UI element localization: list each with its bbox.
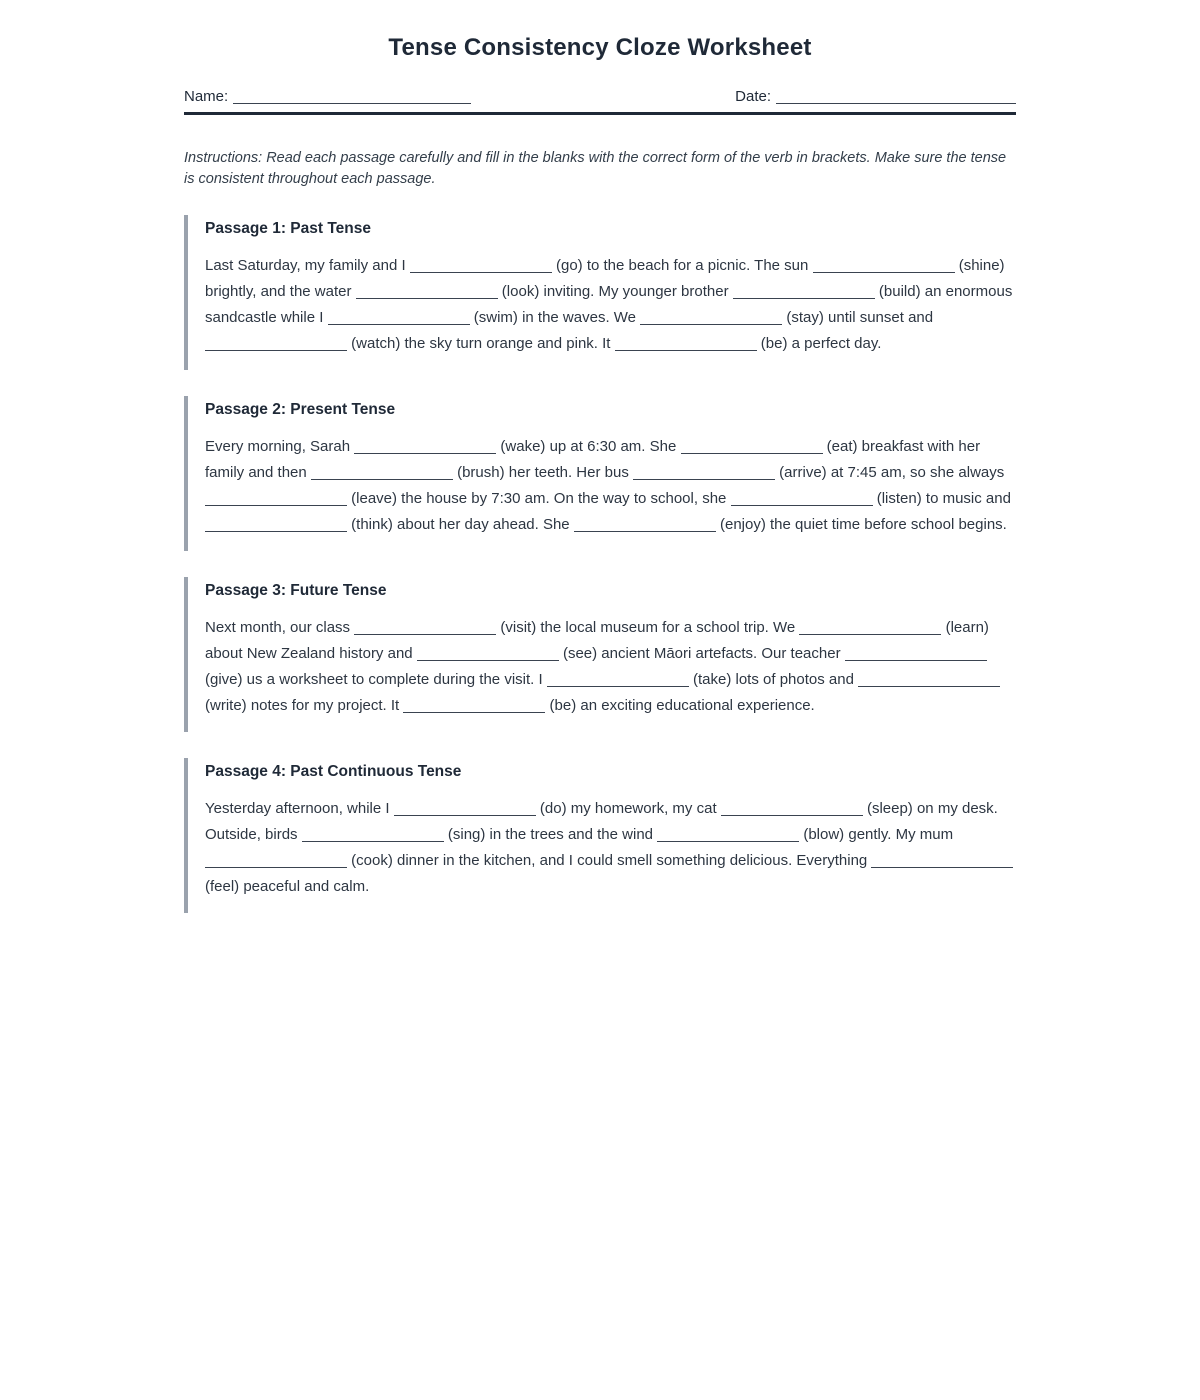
header-divider <box>184 112 1016 115</box>
date-input-line[interactable] <box>776 90 1016 104</box>
passage-text: Yesterday afternoon, while I (do) my homework, my cat (sleep) on my desk. Outside, birds (sing) in the trees and the wind (blow) gently. My mum (cook) dinner in the kitchen, and I could smell something delicious. Everything (feel) peaceful and calm. <box>205 796 1016 900</box>
fill-blank[interactable] <box>205 337 347 351</box>
fill-blank[interactable] <box>731 492 873 506</box>
fill-blank[interactable] <box>403 699 545 713</box>
fill-blank[interactable] <box>574 518 716 532</box>
fill-blank[interactable] <box>354 621 496 635</box>
fill-blank[interactable] <box>302 828 444 842</box>
fill-blank[interactable] <box>799 621 941 635</box>
fill-blank[interactable] <box>356 285 498 299</box>
passage-block <box>184 577 1016 732</box>
fill-blank[interactable] <box>813 259 955 273</box>
name-input-line[interactable] <box>233 90 471 104</box>
fill-blank[interactable] <box>858 673 1000 687</box>
instructions-text: Instructions: Read each passage carefully and fill in the blanks with the correct form of the verb in brackets. Make sure the tense is consistent throughout each passage. <box>184 150 1007 187</box>
name-field-group <box>184 88 471 105</box>
passage-block <box>184 215 1016 370</box>
fill-blank[interactable] <box>410 259 552 273</box>
fill-blank[interactable] <box>721 802 863 816</box>
passage-title: Passage 4: Past Continuous Tense <box>205 763 462 780</box>
passage-title: Passage 2: Present Tense <box>205 401 396 418</box>
page-title: Tense Consistency Cloze Worksheet <box>388 34 812 61</box>
name-date-row <box>184 88 1016 105</box>
passage-text: Every morning, Sarah (wake) up at 6:30 am. She (eat) breakfast with her family and then (brush) her teeth. Her bus (arrive) at 7:45 am, so she always (leave) the house by 7:30 am. On the way to school, she (listen) to music and (think) about her day ahead. She (enjoy) the quiet time before school begins. <box>205 438 1011 533</box>
fill-blank[interactable] <box>657 828 799 842</box>
fill-blank[interactable] <box>328 311 470 325</box>
fill-blank[interactable] <box>845 647 987 661</box>
fill-blank[interactable] <box>205 854 347 868</box>
fill-blank[interactable] <box>354 440 496 454</box>
fill-blank[interactable] <box>615 337 757 351</box>
fill-blank[interactable] <box>205 518 347 532</box>
passage-block <box>184 396 1016 551</box>
passage-text: Last Saturday, my family and I (go) to the beach for a picnic. The sun (shine) brightly, and the water (look) inviting. My younger brother (build) an enormous sandcastle while I (swim) in the waves. We (stay) until sunset and (watch) the sky turn orange and pink. It (be) a perfect day. <box>205 257 1013 352</box>
fill-blank[interactable] <box>733 285 875 299</box>
fill-blank[interactable] <box>871 854 1013 868</box>
date-label: Date: <box>735 88 771 105</box>
fill-blank[interactable] <box>311 466 453 480</box>
fill-blank[interactable] <box>633 466 775 480</box>
fill-blank[interactable] <box>394 802 536 816</box>
fill-blank[interactable] <box>640 311 782 325</box>
date-field-group <box>735 88 1016 105</box>
fill-blank[interactable] <box>681 440 823 454</box>
passage-text: Next month, our class (visit) the local museum for a school trip. We (learn) about New Zealand history and (see) ancient Māori artefacts. Our teacher (give) us a worksheet to complete during the visit. I (take) lots of photos and (write) notes for my project. It (be) an exciting educational experience. <box>205 615 1016 719</box>
passage-block <box>184 758 1016 913</box>
passage-title: Passage 3: Future Tense <box>205 582 387 599</box>
passages <box>184 215 1016 913</box>
fill-blank[interactable] <box>205 492 347 506</box>
passage-title: Passage 1: Past Tense <box>205 220 371 237</box>
fill-blank[interactable] <box>417 647 559 661</box>
name-label: Name: <box>184 88 229 105</box>
fill-blank[interactable] <box>547 673 689 687</box>
